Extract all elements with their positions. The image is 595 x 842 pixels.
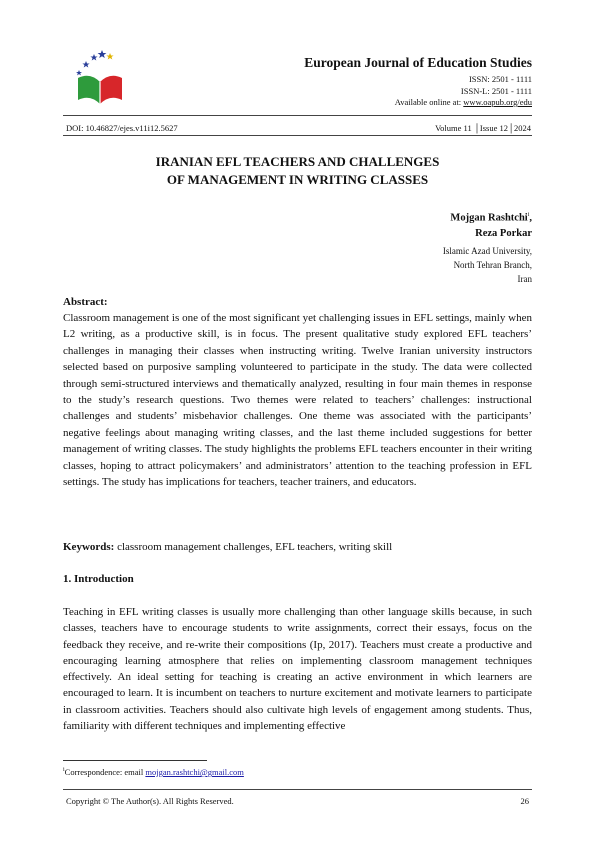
journal-logo [68, 48, 132, 106]
keywords-label: Keywords: [63, 541, 115, 553]
footnote-marker: i [63, 767, 65, 774]
available-online [395, 97, 532, 107]
issn: ISSN: 2501 - 1111 [468, 74, 532, 84]
logo-stars [76, 50, 114, 75]
author-1 [450, 212, 532, 224]
available-prefix: Available online at: [394, 97, 464, 107]
title-line-1: IRANIAN EFL TEACHERS AND CHALLENGES [155, 154, 440, 169]
journal-title: European Journal of Education Studies [304, 55, 532, 70]
footnote-text: Correspondence: email [64, 767, 146, 777]
section-heading-introduction: 1. Introduction [63, 573, 134, 585]
affiliation [443, 244, 532, 286]
logo-book-right [100, 76, 122, 104]
journal-url-link[interactable]: www.oapub.org/edu [463, 97, 532, 107]
correspondence-email-link[interactable]: mojgan.rashtchi@gmail.com [145, 767, 244, 777]
keywords-text: classroom management challenges, EFL teachers, writing skill [114, 541, 393, 553]
author-1-footnote-marker: i [527, 212, 530, 218]
footnote-rule [63, 760, 207, 761]
page-number: 26 [520, 796, 529, 806]
title-line-2: OF MANAGEMENT IN WRITING CLASSES [166, 172, 429, 187]
footnote [63, 767, 244, 777]
abstract-text: Classroom management is one of the most significant yet challenging issues in EFL settings, mainly when L2 writing, as a productive skill, is in focus. The present qualitative study explored EFL teachers’ challenges in managing their classes when instructing writing. Twelve Iranian university instructors selected based on purposive sampling volunteered to participate in the study. The data were collected through semi-structured interviews and thematically analyzed, resulting in four main themes in response to the study’s research questions. Two themes were related to teachers’ challenges: instructional challenges and students’ misbehavior challenges. One theme was associated with the participants’ negative feelings about managing writing classes, and the last theme included suggestions for better management of writing classes. The study highlights the problems EFL teachers encounter in their writing classes, hoping to attract policymakers’ and administrators’ attention to the teaching profession in EFL settings. The study has implications for teachers, teacher trainers, and educators. [63, 312, 532, 489]
affiliation-line-2: North Tehran Branch, [453, 260, 532, 270]
issn-l: ISSN-L: 2501 - 1111 [460, 86, 532, 96]
footer-rule [63, 789, 532, 790]
copyright: Copyright © The Author(s). All Rights Reserved. [66, 796, 234, 806]
affiliation-line-1: Islamic Azad University, [442, 246, 532, 256]
doi: DOI: 10.46827/ejes.v11i12.5627 [66, 123, 178, 133]
logo-book-left [78, 76, 100, 104]
author-1-suffix: , [529, 212, 532, 224]
volume-issue: Volume 11 │Issue 12│2024 [435, 123, 531, 133]
keywords [63, 541, 532, 553]
abstract-heading: Abstract: [63, 296, 108, 308]
author-2: Reza Porkar [475, 228, 532, 239]
header-rule [63, 115, 532, 116]
affiliation-line-3: Iran [517, 274, 532, 284]
article-title [63, 153, 532, 189]
introduction-text: Teaching in EFL writing classes is usually more challenging than other language skills because, in such classes, teachers have to encourage students to write assignments, correct their essays, focus on the feedback they receive, and re-write their compositions (Ip, 2017). Teachers must create a productive and encouraging learning atmosphere that relies on implementing classroom management techniques effectively. An ideal setting for teaching is creating an active environment in which learners are encouraged to learn. It is incumbent on teachers to nurture excitement and motivate learners to participate in classroom activities. Teachers should also cultivate high levels of engagement among students. Thus, familiarity with different techniques and implementing effective [63, 606, 532, 733]
author-1-name: Mojgan Rashtchi [450, 212, 528, 224]
meta-rule [63, 135, 532, 136]
